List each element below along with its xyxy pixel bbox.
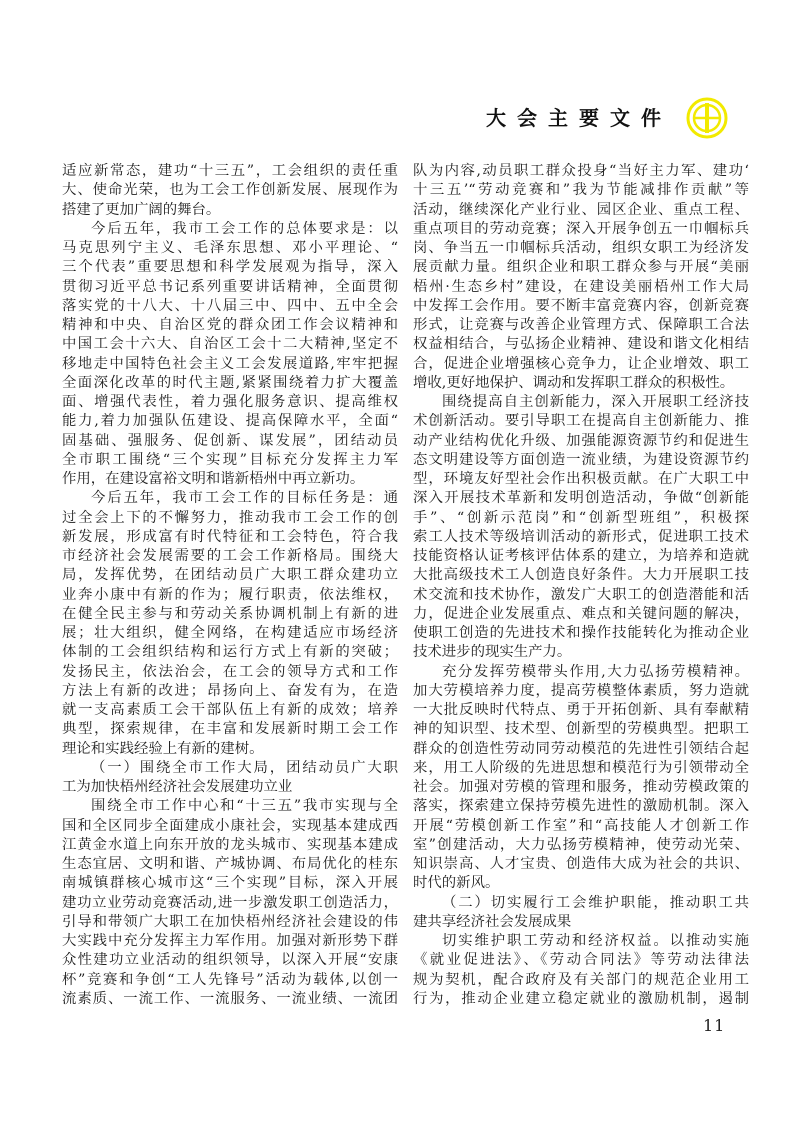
text-line: 精神和中央、自治区党的群众团工作会议精神和 <box>62 317 398 333</box>
text-line: 展贡献力量。组织企业和职工群众参与开展“美丽 <box>413 259 749 276</box>
text-line: 室”创建活动，大力弘扬劳模精神，使劳动光荣、 <box>413 836 749 853</box>
paragraph <box>413 393 749 663</box>
text-line: 术创新活动。要引导职工在提高自主创新能力、推 <box>413 413 749 430</box>
text-line: 适应新常态，建功“十三五”，工会组织的责任重 <box>62 163 398 179</box>
paragraph <box>62 797 398 1009</box>
paragraph <box>413 932 749 1009</box>
text-line: 众性建功立业活动的组织领导，以深入开展“安康 <box>62 952 398 969</box>
text-line: 技术进步的现实生产力。 <box>413 644 572 661</box>
right-column <box>413 162 749 1009</box>
paragraph <box>62 162 398 220</box>
text-line: 在健全民主参与和劳动关系协调机制上有新的进 <box>62 605 398 622</box>
text-line: 加大劳模培养力度，提高劳模整体素质，努力造就 <box>413 682 749 699</box>
text-line: 杯”竞赛和争创“工人先锋号”活动为载体,以创一 <box>62 971 398 988</box>
page-number: 11 <box>703 1016 726 1035</box>
text-line: 十三五’“劳动竞赛和”我为节能减排作贡献”等 <box>413 182 749 199</box>
text-line: 大批高级技术工人创造良好条件。大力开展职工技 <box>413 567 749 584</box>
text-line: 重点项目的劳动竞赛；深入开展争创五一巾帼标兵 <box>413 220 749 237</box>
text-line: 就一支高素质工会干部队伍上有新的成效；培养 <box>62 702 398 718</box>
text-line: 引导和带领广大职工在加快梧州经济社会建设的伟 <box>62 913 398 930</box>
paragraph <box>62 759 398 798</box>
text-line: 增收,更好地保护、调动和发挥职工群众的积极性。 <box>413 374 735 391</box>
text-line: 行为，推动企业建立稳定就业的激励机制，遏制 <box>413 990 749 1007</box>
text-line: 型，环境友好型社会作出积极贡献。在广大职工中 <box>413 471 749 487</box>
text-line: 充分发挥劳模带头作用,大力弘扬劳模精神。 <box>442 663 749 680</box>
text-line: 工为加快梧州经济社会发展建功立业 <box>62 779 293 795</box>
trade-union-logo-icon <box>686 97 728 139</box>
text-line: 流素质、一流工作、一流服务、一流业绩、一流团 <box>62 990 398 1007</box>
text-line: 《就业促进法》、《劳动合同法》等劳动法律法 <box>413 952 749 969</box>
text-line: 建功立业劳动竞赛活动,进一步激发职工创造活力， <box>62 894 398 911</box>
text-line: 开展“劳模创新工作室”和“高技能人才创新工作 <box>413 817 749 834</box>
text-line: 面、增强代表性，着力强化服务意识、提高维权 <box>62 394 398 410</box>
text-line: 力，促进企业发展重点、难点和关键问题的解决， <box>413 605 749 622</box>
text-line: 典型，探索规律，在丰富和发展新时期工会工作 <box>62 721 398 738</box>
text-line: 规为契机，配合政府及有关部门的规范企业用工 <box>413 971 749 988</box>
text-line: 建共享经济社会发展成果 <box>413 913 572 930</box>
text-line: 知识崇高、人才宝贵、创造伟大成为社会的共识、 <box>413 856 749 872</box>
text-line: 权益相结合，与弘扬企业精神、建设和谐文化相结 <box>413 336 749 353</box>
text-line: 大、使命光荣，也为工会工作创新发展、展现作为 <box>62 182 398 199</box>
text-line: 使职工创造的先进技术和操作技能转化为推动企业 <box>413 625 749 641</box>
text-line: 深入开展技术革新和发明创造活动，争做“创新能 <box>413 490 749 507</box>
text-line: 神的知识型、技术型、创新型的劳模典型。把职工 <box>413 721 749 738</box>
text-line: 时代的新风。 <box>413 875 500 892</box>
text-line: 大实践中充分发挥主力军作用。加强对新形势下群 <box>62 933 398 949</box>
text-line: 围绕全市工作中心和“十三五”我市实现与全 <box>91 798 398 815</box>
text-line: 全面深化改革的时代主题,紧紧围绕着力扩大覆盖 <box>62 374 398 391</box>
text-line: 手”、“创新示范岗”和“创新型班组”，积极探 <box>413 509 749 526</box>
text-line: 马克思列宁主义、毛泽东思想、邓小平理论、“ <box>62 240 398 256</box>
text-line: 生态宜居、文明和谐、产城协调、布局优化的桂东 <box>62 856 398 872</box>
text-line: 移地走中国特色社会主义工会发展道路,牢牢把握 <box>62 355 398 372</box>
text-line: 搭建了更加广阔的舞台。 <box>62 201 221 218</box>
text-line: 岗、争当五一巾帼标兵活动，组织女职工为经济发 <box>413 240 749 256</box>
paragraph <box>413 162 749 393</box>
text-line: 南城镇群核心城市这“三个实现”目标，深入开展 <box>62 875 398 892</box>
text-line: 江黄金水道上向东开放的龙头城市、实现基本建成 <box>62 836 398 853</box>
text-line: 理论和实践经验上有新的建树。 <box>62 740 264 757</box>
text-line: 群众的创造性劳动同劳动模范的先进性引领结合起 <box>413 740 749 757</box>
paragraph <box>413 894 749 933</box>
text-line: 态文明建设等方面创造一流业绩，为建设资源节约 <box>413 451 749 468</box>
text-line: 能力,着力加强队伍建设、提高保障水平，全面“ <box>62 413 398 430</box>
text-line: 全市职工围绕“三个实现”目标充分发挥主力军 <box>62 451 398 468</box>
text-line: 落实，探索建立保持劳模先进性的激励机制。深入 <box>413 798 749 815</box>
text-line: 体制的工会组织结构和运行方式上有新的突破； <box>62 644 398 661</box>
text-line: 贯彻习近平总书记系列重要讲话精神，全面贯彻 <box>62 278 398 295</box>
text-line: 国和全区同步全面建成小康社会，实现基本建成西 <box>62 817 398 834</box>
paragraph <box>62 220 398 490</box>
text-line: 固基础、强服务、促创新、谋发展”，团结动员 <box>62 432 398 449</box>
section-title: 大会主要文件 <box>486 106 672 130</box>
text-line: 三个代表”重要思想和科学发展观为指导，深入 <box>62 259 398 276</box>
text-line: 形式，让竞赛与改善企业管理方式、保障职工合法 <box>413 317 749 333</box>
text-line: 梧州·生态乡村”建设，在建设美丽梧州工作大局 <box>413 278 749 295</box>
text-line: 术交流和技术协作，激发广大职工的创造潜能和活 <box>413 586 749 603</box>
text-line: 技能资格认证考核评估体系的建立，为培养和造就 <box>413 548 749 564</box>
text-line: 索工人技术等级培训活动的新形式，促进职工技术 <box>413 528 749 545</box>
text-line: 社会。加强对劳模的管理和服务，推动劳模政策的 <box>413 779 749 795</box>
text-line: 中国工会十六大、自治区工会十二大精神,坚定不 <box>62 336 398 353</box>
text-line: 市经济社会发展需要的工会工作新格局。围绕大 <box>62 548 398 564</box>
paragraph <box>413 663 749 894</box>
text-line: 落实党的十八大、十八届三中、四中、五中全会 <box>62 297 398 314</box>
text-line: 动产业结构优化升级、加强能源资源节约和促进生 <box>413 432 749 449</box>
paragraph <box>62 489 398 759</box>
text-line: 作用，在建设富裕文明和谐新梧州中再立新功。 <box>62 471 365 487</box>
text-line: 过全会上下的不懈努力，推动我市工会工作的创 <box>62 509 398 526</box>
text-line: 活动，继续深化产业行业、园区企业、重点工程、 <box>413 201 749 218</box>
text-line: 队为内容,动员职工群众投身“当好主力军、建功‘ <box>413 163 749 179</box>
text-line: 合，促进企业增强核心竞争力，让企业增效、职工 <box>413 355 749 372</box>
text-line: 一大批反映时代特点、勇于开拓创新、具有奉献精 <box>413 702 749 718</box>
text-line: （二）切实履行工会维护职能，推动职工共 <box>442 894 749 911</box>
text-line: 来，用工人阶级的先进思想和模范行为引领带动全 <box>413 759 749 776</box>
text-line: 切实维护职工劳动和经济权益。以推动实施 <box>442 933 749 949</box>
text-line: 今后五年，我市工会工作的目标任务是：通 <box>91 490 398 507</box>
text-line: 展；壮大组织，健全网络，在构建适应市场经济 <box>62 625 398 641</box>
text-line: 今后五年，我市工会工作的总体要求是：以 <box>91 220 398 237</box>
text-line: 业奔小康中有新的作为；履行职责，依法维权， <box>62 586 398 603</box>
text-line: 新发展，形成富有时代特征和工会特色，符合我 <box>62 528 398 545</box>
text-line: 局，发挥优势，在团结动员广大职工群众建功立 <box>62 567 398 584</box>
text-line: 方法上有新的改进；昂扬向上、奋发有为，在造 <box>62 682 398 699</box>
text-line: 围绕提高自主创新能力，深入开展职工经济技 <box>442 394 749 410</box>
left-column <box>62 162 398 1009</box>
text-line: 中发挥工会作用。要不断丰富竞赛内容，创新竞赛 <box>413 297 749 314</box>
text-line: 发扬民主，依法治会，在工会的领导方式和工作 <box>62 663 398 680</box>
text-line: （一）围绕全市工作大局，团结动员广大职 <box>91 759 398 776</box>
